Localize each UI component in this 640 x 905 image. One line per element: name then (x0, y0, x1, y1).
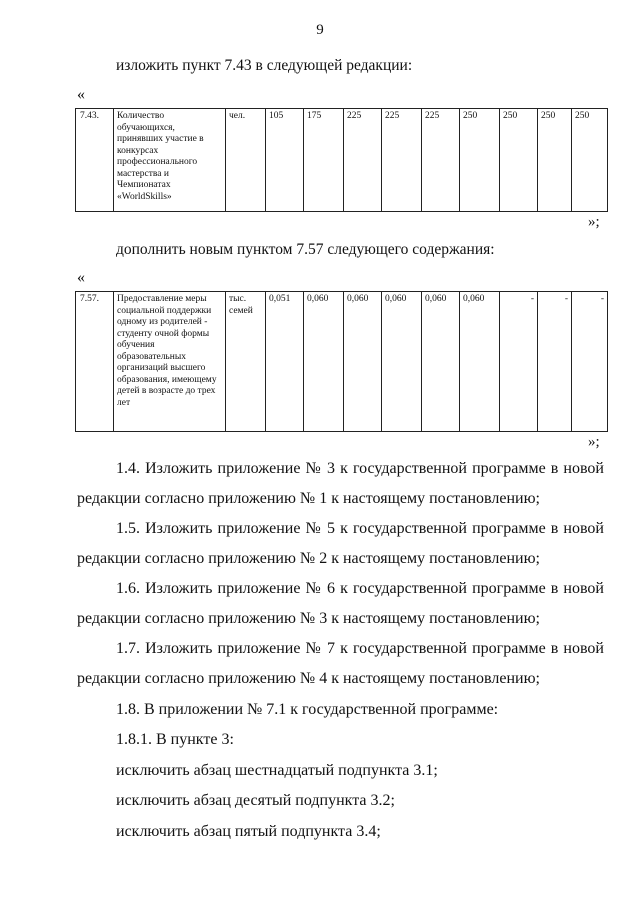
value-cell: 0,060 (460, 292, 500, 432)
exclusion-line: исключить абзац шестнадцатый подпункта 3.1; (116, 762, 438, 779)
value-cell: 0,060 (304, 292, 344, 432)
intro-text-2: дополнить новым пунктом 7.57 следующего содержания: (116, 241, 495, 258)
value-cell: 250 (538, 109, 572, 212)
row-number: 7.57. (76, 292, 114, 432)
exclusion-line: исключить абзац десятый подпункта 3.2; (116, 792, 395, 809)
indicator-description: Предоставление меры социальной поддержки одному из родителей - студенту очной формы обучения образовательных организаций высшего образования, имеющему детей в возрасте до трех лет (114, 292, 226, 432)
paragraph-1-4-line-1: 1.4. Изложить приложение № 3 к государственной программе в новой (116, 460, 604, 477)
row-number: 7.43. (76, 109, 114, 212)
value-cell: 225 (382, 109, 422, 212)
paragraph-1-7-line-2: редакции согласно приложению № 4 к настоящему постановлению; (77, 670, 540, 687)
open-quote-2: « (77, 269, 85, 286)
page-number: 9 (316, 22, 324, 38)
paragraph-1-6-line-2: редакции согласно приложению № 3 к настоящему постановлению; (77, 610, 540, 627)
paragraph-1-6-line-1: 1.6. Изложить приложение № 6 к государственной программе в новой (116, 580, 604, 597)
close-quote-2: »; (588, 434, 600, 450)
value-cell: 0,060 (344, 292, 382, 432)
paragraph-1-5-line-1: 1.5. Изложить приложение № 5 к государственной программе в новой (116, 520, 604, 537)
unit-cell: тыс. семей (226, 292, 266, 432)
value-cell: 175 (304, 109, 344, 212)
value-cell: 0,060 (382, 292, 422, 432)
value-cell: 0,051 (266, 292, 304, 432)
value-cell: 225 (344, 109, 382, 212)
paragraph-1-7-line-1: 1.7. Изложить приложение № 7 к государственной программе в новой (116, 640, 604, 657)
value-cell: - (538, 292, 572, 432)
open-quote-1: « (77, 86, 85, 103)
indicator-table-7-57 (75, 291, 608, 432)
value-cell: - (500, 292, 538, 432)
exclusion-line: исключить абзац пятый подпункта 3.4; (116, 823, 381, 840)
indicator-description: Количество обучающихся, принявших участие в конкурсах профессионального мастерства и Чемпионатах «WorldSkills» (114, 109, 226, 212)
intro-text-1: изложить пункт 7.43 в следующей редакции: (116, 57, 413, 74)
value-cell: 250 (572, 109, 608, 212)
value-cell: 105 (266, 109, 304, 212)
paragraph-1-5-line-2: редакции согласно приложению № 2 к настоящему постановлению; (77, 550, 540, 567)
unit-cell: чел. (226, 109, 266, 212)
value-cell: 0,060 (422, 292, 460, 432)
item-1-8: 1.8. В приложении № 7.1 к государственной программе: (116, 701, 499, 718)
value-cell: 250 (460, 109, 500, 212)
item-1-8-1: 1.8.1. В пункте 3: (116, 731, 234, 748)
value-cell: - (572, 292, 608, 432)
paragraph-1-4-line-2: редакции согласно приложению № 1 к настоящему постановлению; (77, 490, 540, 507)
indicator-table-7-43 (75, 108, 608, 212)
close-quote-1: »; (588, 214, 600, 230)
value-cell: 250 (500, 109, 538, 212)
value-cell: 225 (422, 109, 460, 212)
